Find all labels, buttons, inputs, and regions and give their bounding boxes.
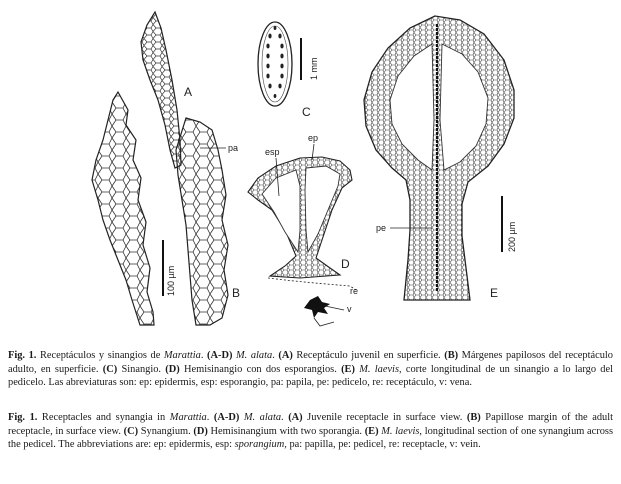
caption-en-species-1: M. alata: [243, 412, 282, 423]
panel-d-label: D: [341, 257, 350, 271]
label-v: v: [347, 304, 352, 314]
pointer-v: [325, 306, 344, 310]
label-esp: esp: [265, 147, 280, 157]
caption-spanish: [8, 349, 613, 390]
panel-b-label: B: [232, 286, 241, 300]
caption-en-text-2: .: [206, 412, 214, 423]
caption-en-panel-d: (D): [193, 425, 208, 437]
caption-en-text-8: Hemisinangium with two sporangia.: [207, 425, 365, 437]
scale-label-e: 200 µm: [507, 221, 517, 252]
panel-d-drawing: [248, 157, 359, 326]
caption-es-text-5: Receptáculo juvenil en superficie.: [292, 350, 445, 361]
caption-es-text-7: Sinangio.: [117, 363, 166, 375]
caption-en-text-6: Papillose margin of the adult receptacle, in surface view.: [8, 412, 613, 437]
caption-es-panel-a: (A): [278, 350, 293, 361]
caption-es-text-2: .: [200, 350, 208, 361]
caption-es-fig: Fig. 1.: [8, 350, 37, 361]
caption-es-panel-d: (D): [165, 363, 180, 375]
caption-es-panel-c: (C): [102, 363, 118, 375]
caption-es-text-6: Márgenes papilosos del receptáculo adulto, en superficie.: [8, 350, 613, 375]
label-re: re: [350, 286, 359, 296]
caption-es-text-8: Hemisinangio con dos esporangios.: [179, 363, 342, 375]
label-pe: pe: [376, 223, 387, 233]
caption-es-text-4: .: [272, 350, 279, 361]
panel-b-drawing: [92, 92, 228, 325]
caption-es-species-2: M. laevis: [359, 363, 399, 375]
caption-es-panel-e: (E): [341, 363, 355, 375]
caption-en-panel-c: (C): [123, 425, 139, 437]
caption-en-fig: Fig. 1.: [8, 412, 38, 423]
scale-label-c: 1 mm: [309, 57, 319, 80]
caption-es-species-1: M. alata: [236, 350, 273, 361]
caption-es-genus: Marattia: [163, 350, 201, 361]
caption-es-text-10: , corte longitudinal de un sinangio a lo largo del pedicelo. Las abreviaturas son: ep: epidermis, esp: esporangio, pa: papila, pe: pedicelo, re: receptáculo, v: vena.: [8, 363, 613, 389]
caption-en-text-4: .: [281, 412, 289, 423]
caption-en-sporangium: sporangium: [234, 439, 285, 451]
caption-es-panel-b: (B): [444, 350, 459, 361]
caption-en-text-10: , longitudinal section of one synangium across the pedicel. The abbreviations are: ep: epidermis, esp:: [8, 425, 613, 451]
caption-en-text-11: , pa: papilla, pe: pedicel, re: receptacle, v: vein.: [284, 439, 481, 451]
caption-en-genus: Marattia: [169, 412, 207, 423]
panel-e-drawing: [364, 16, 514, 300]
panel-e-label: E: [490, 286, 499, 300]
caption-es-text-1: Receptáculos y sinangios de: [36, 350, 164, 361]
caption-en-panel-b: (B): [466, 412, 481, 423]
panel-c-label: C: [302, 105, 311, 119]
panel-c-drawing: [258, 22, 292, 106]
caption-es-panel-ad: (A-D): [207, 350, 233, 361]
panel-a-drawing: [141, 12, 181, 168]
caption-en-text-5: Juvenile receptacle in surface view.: [302, 412, 467, 423]
caption-en-panel-e: (E): [364, 425, 379, 437]
scale-label-b: 100 µm: [166, 265, 176, 296]
label-pa: pa: [228, 143, 239, 153]
caption-english: [8, 411, 613, 452]
label-ep: ep: [308, 133, 319, 143]
panel-a-label: A: [184, 85, 193, 99]
caption-en-species-2: M. laevis: [381, 425, 420, 437]
caption-en-panel-ad: (A-D): [213, 412, 240, 423]
caption-en-text-1: Receptacles and synangia in: [37, 412, 170, 423]
caption-en-panel-a: (A): [288, 412, 303, 423]
caption-en-text-7: Synangium.: [138, 425, 194, 437]
